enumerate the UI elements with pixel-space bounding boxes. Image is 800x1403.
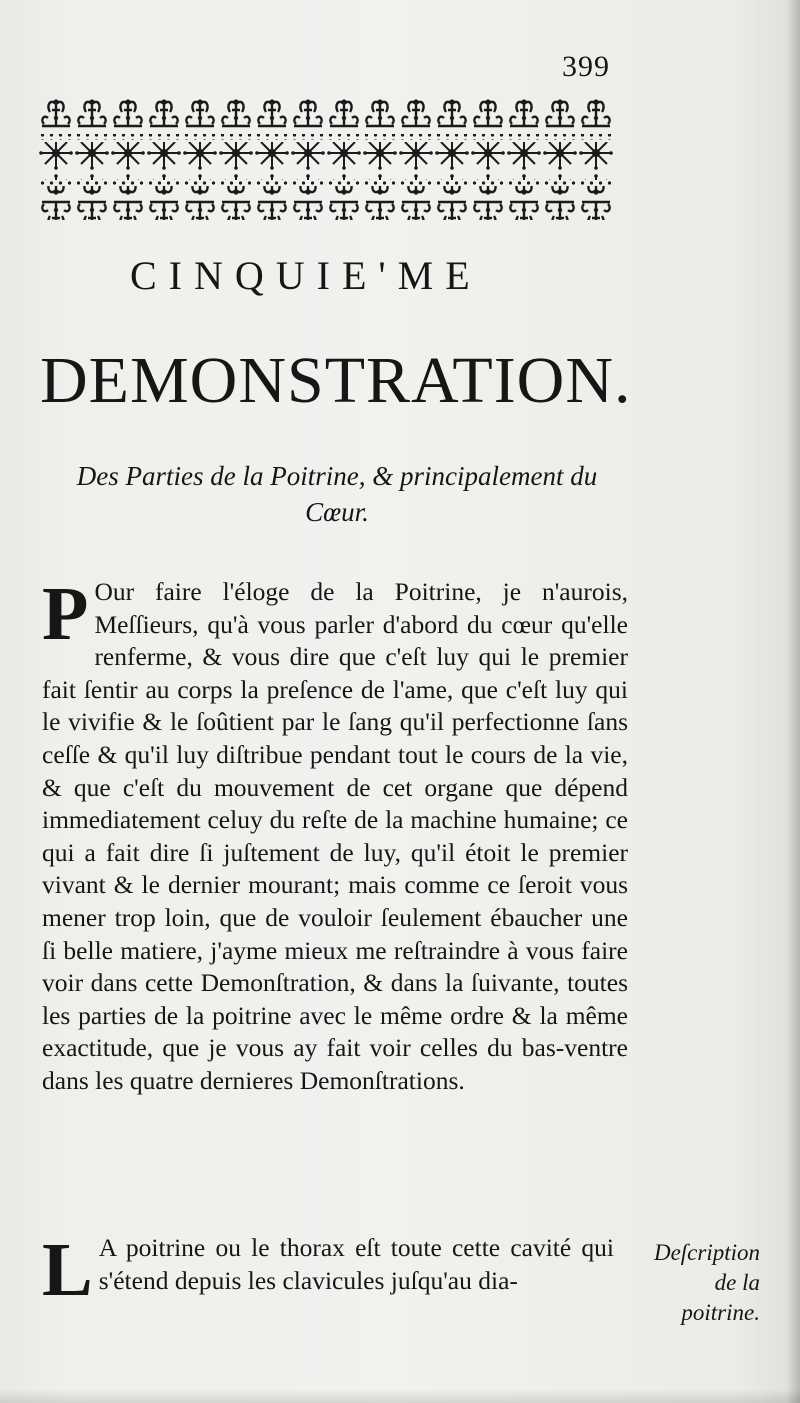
margin-note: Deſcription de la poitrine.: [653, 1240, 760, 1325]
paragraph-1-body: [42, 572, 628, 1098]
page-number: 399: [562, 50, 610, 83]
page-bottom-shadow: [0, 1389, 800, 1403]
chapter-label: CINQUIE'ME: [130, 253, 482, 298]
paragraph-2-body: [42, 1228, 614, 1312]
chapter-title: DEMONSTRATION.: [40, 344, 632, 417]
paragraph-2-text: A poitrine ou le thorax eſt toute cette cavité qui s'étend depuis les clavicules juſqu'au dia-: [98, 1233, 614, 1295]
paragraph-2: [42, 1228, 614, 1312]
dropcap: P: [42, 572, 89, 656]
page-edge-shadow: [786, 0, 800, 1403]
paragraph-1-text: Our faire l'éloge de la Poitrine, je n'aurois, Meſſieurs, qu'à vous parler d'abord du cœur qu'elle renferme, & vous dire que c'eſt luy qui le premier fait ſentir au corps la preſence de l'ame, que c'eſt luy qui le vivifie & le ſoûtient par le ſang qu'il perfectionne ſans ceſſe & qu'il luy diſtribue pendant tout le cours de la vie, & que c'eſt du mouvement de cet organe que dépend immediatement celuy du reſte de la machine humaine; ce qui a fait dire ſi juſtement de luy, qu'il étoit le premier vivant & le dernier mourant; mais comme ce ſeroit vous mener trop loin, que de vouloir ſeulement ébaucher une ſi belle matiere, j'ayme mieux me reſtraindre à vous faire voir dans cette Demonſtration, & dans la ſuivante, toutes les parties de la poitrine avec le même ordre & la même exactitude, que je vous ay fait voir celles du bas-ventre dans les quatre dernieres Demonſtrations.: [42, 577, 628, 1095]
dropcap: L: [42, 1228, 93, 1312]
ornament-band-icon: [38, 96, 614, 220]
chapter-subtitle: Des Parties de la Poitrine, & principalement du Cœur.: [76, 461, 598, 527]
paragraph-1: [42, 572, 628, 1098]
